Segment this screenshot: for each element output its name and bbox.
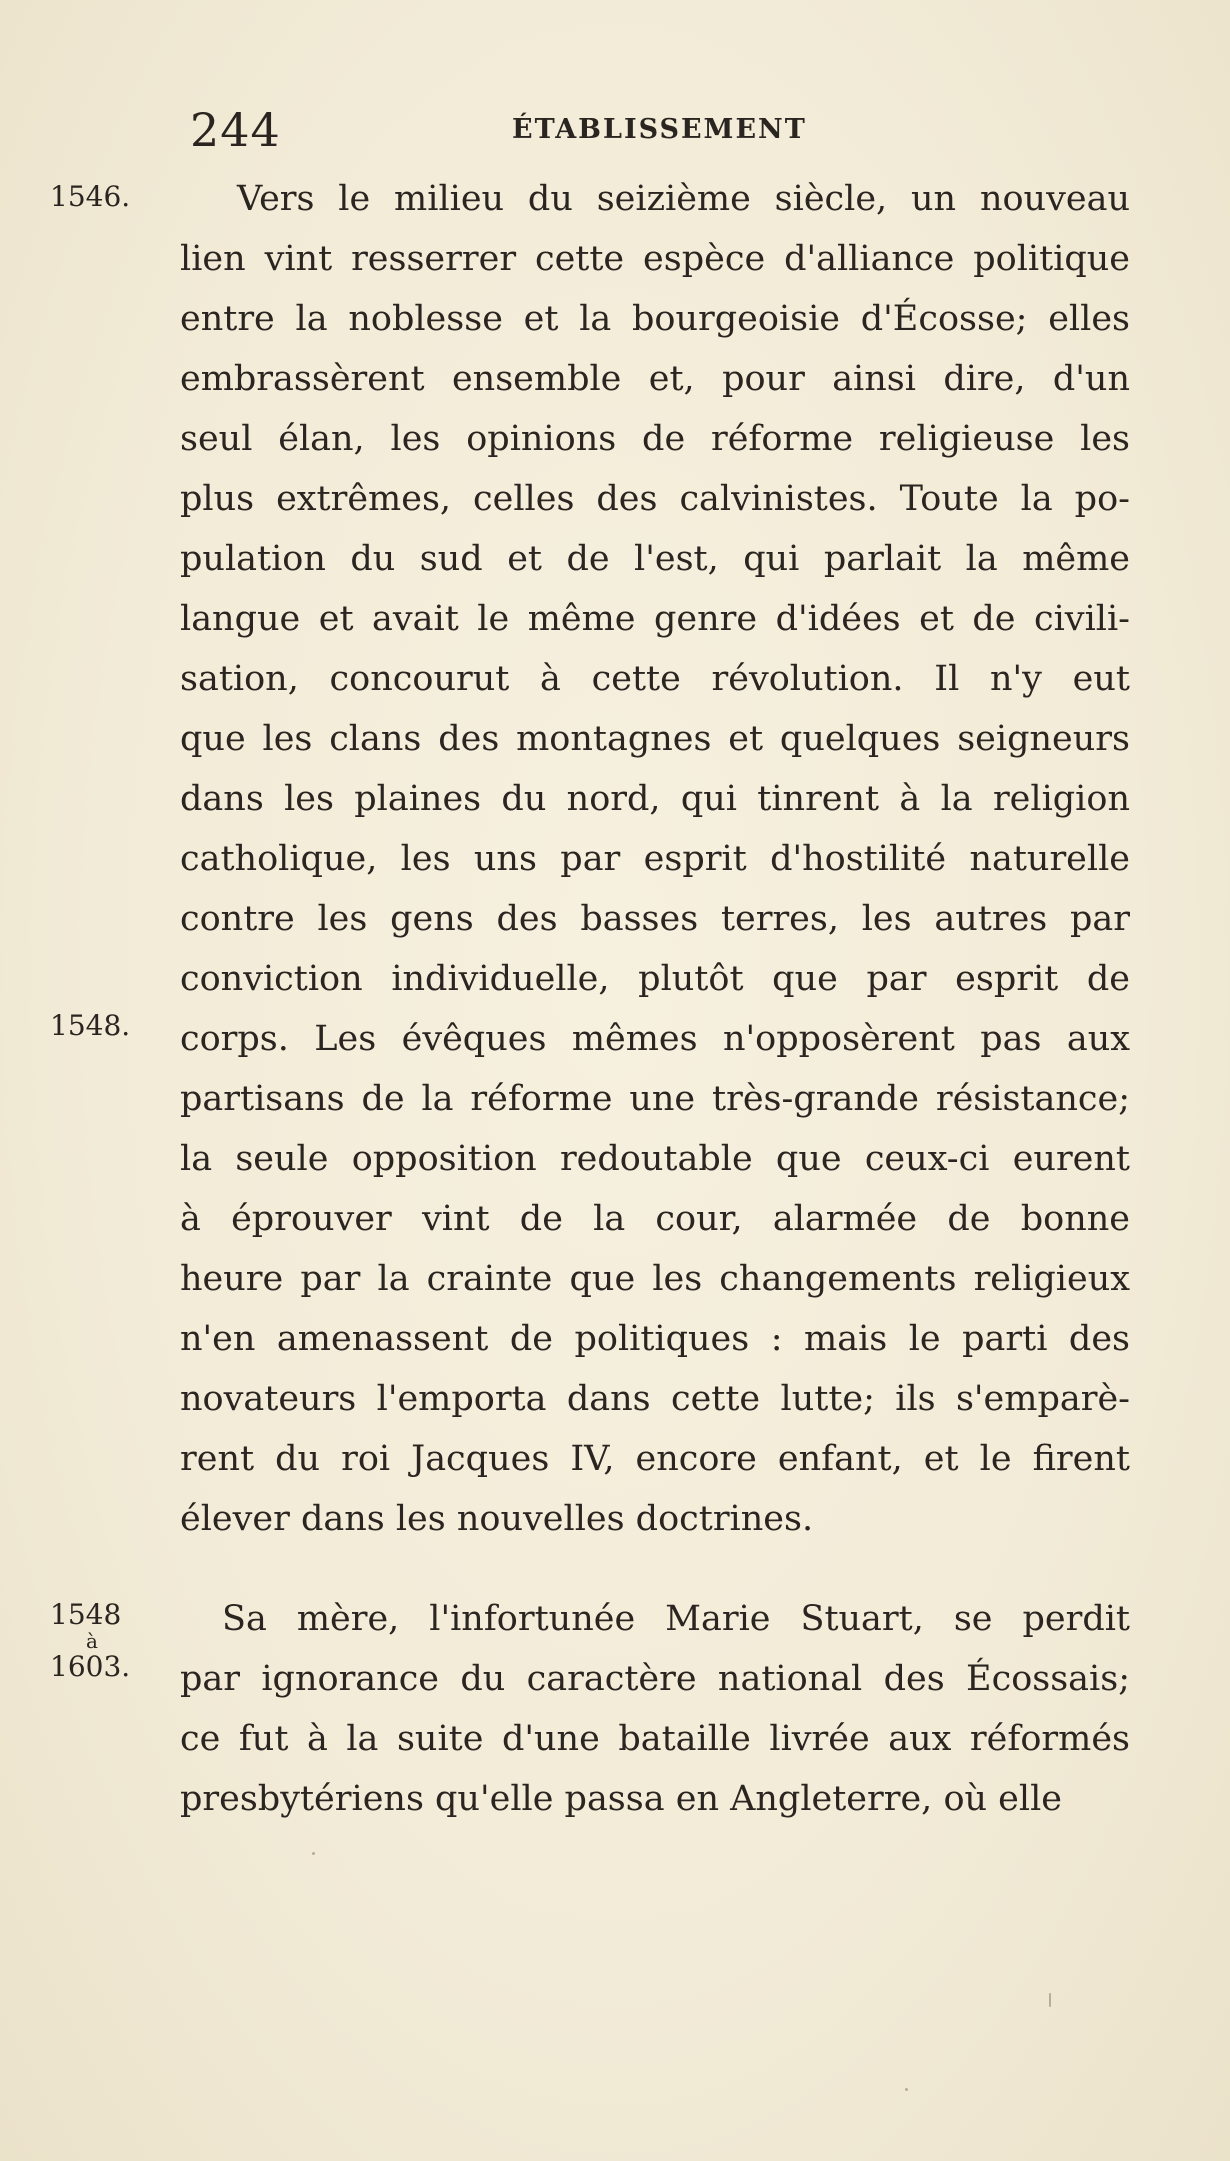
- margin-date-1546: 1546.: [50, 180, 131, 213]
- text-line: Sa mère, l'infortunée Marie Stuart, se perdit: [222, 1599, 1130, 1639]
- paper-speck: [1049, 1993, 1051, 2007]
- margin-range-start: 1548: [50, 1598, 122, 1631]
- text-line: n'en amenassent de politiques : mais le parti des: [180, 1319, 1130, 1359]
- text-line: à éprouver vint de la cour, alarmée de bonne: [180, 1199, 1130, 1239]
- text-line: partisans de la réforme une très-grande résistance;: [180, 1079, 1130, 1119]
- text-line: plus extrêmes, celles des calvinistes. Toute la po-: [180, 479, 1130, 519]
- text-line: pulation du sud et de l'est, qui parlait la même: [180, 539, 1130, 579]
- text-line: entre la noblesse et la bourgeoisie d'Écosse; elles: [180, 299, 1130, 339]
- text-line: conviction individuelle, plutôt que par esprit de: [180, 959, 1130, 999]
- text-line: élever dans les nouvelles doctrines.: [180, 1499, 814, 1539]
- text-line: contre les gens des basses terres, les autres par: [180, 899, 1130, 939]
- page-header: [0, 100, 1230, 160]
- text-line: catholique, les uns par esprit d'hostilité naturelle: [180, 839, 1130, 879]
- text-line: Vers le milieu du seizième siècle, un nouveau: [237, 179, 1130, 219]
- margin-range-end: 1603.: [50, 1650, 131, 1683]
- margin-date-range: [50, 1598, 170, 1684]
- text-line: la seule opposition redoutable que ceux-ci eurent: [180, 1139, 1130, 1179]
- text-line: sation, concourut à cette révolution. Il n'y eut: [180, 659, 1130, 699]
- paper-speck: [905, 2088, 908, 2091]
- text-line: par ignorance du caractère national des Écossais;: [180, 1659, 1130, 1699]
- text-line: langue et avait le même genre d'idées et de civili-: [180, 599, 1130, 639]
- text-line: corps. Les évêques mêmes n'opposèrent pas aux: [180, 1019, 1130, 1059]
- running-head: ÉTABLISSEMENT: [512, 114, 807, 145]
- text-line: rent du roi Jacques IV, encore enfant, et le firent: [180, 1439, 1130, 1479]
- text-line: seul élan, les opinions de réforme religieuse les: [180, 419, 1130, 459]
- page-number: 244: [190, 103, 281, 157]
- text-line: ce fut à la suite d'une bataille livrée aux réformés: [180, 1719, 1130, 1759]
- margin-range-separator: à: [86, 1629, 98, 1653]
- text-line: lien vint resserrer cette espèce d'alliance politique: [180, 239, 1130, 279]
- text-line: dans les plaines du nord, qui tinrent à la religion: [180, 779, 1130, 819]
- margin-date-1548: 1548.: [50, 1009, 131, 1042]
- text-line: presbytériens qu'elle passa en Angleterre, où elle: [180, 1779, 1062, 1819]
- text-line: embrassèrent ensemble et, pour ainsi dire, d'un: [180, 359, 1130, 399]
- text-line: heure par la crainte que les changements religieux: [180, 1259, 1130, 1299]
- paper-speck: [312, 1852, 315, 1855]
- text-line: que les clans des montagnes et quelques seigneurs: [180, 719, 1130, 759]
- text-line: novateurs l'emporta dans cette lutte; ils s'emparè-: [180, 1379, 1130, 1419]
